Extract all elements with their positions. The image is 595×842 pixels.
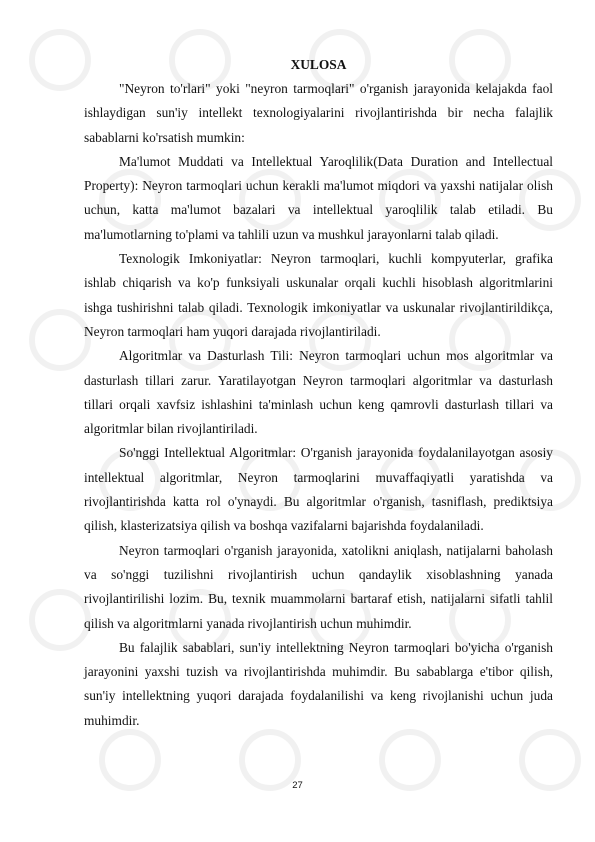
- paragraph-intro: "Neyron to'rlari" yoki "neyron tarmoqlari" o'rganish jarayonida kelajakda faol ishlaydigan sun'iy intellekt texnologiyalarini rivojlantirishda bir necha falajlik sabablarni ko'rsatish mumkin:: [84, 81, 553, 145]
- document-title: XULOSA: [290, 57, 347, 72]
- document-body: [84, 55, 553, 733]
- paragraph-technological-capabilities: Texnologik Imkoniyatlar: Neyron tarmoqlari, kuchli kompyuterlar, grafika ishlab chiqarish va ko'p funksiyali uskunalar orqali kuchli hisoblash algoritmlarini ishga tushirishni talab qiladi. Texnologik imkoniyatlar va uskunalar rivojlantirildikça, Neyron tarmoqlari ham yuqori darajada rivojlantiriladi.: [84, 251, 553, 339]
- paragraph-conclusion: Bu falajlik sabablari, sun'iy intellektning Neyron tarmoqlari bo'yicha o'rganish jarayonini yaxshi tuzish va rivojlantirishda muhimdir. Bu sabablarga e'tibor qilish, sun'iy intellektning yuqori darajada foydalanilishi va keng rivojlanishi uchun juda muhimdir.: [84, 639, 553, 728]
- paragraph-algorithms-programming: Algoritmlar va Dasturlash Tili: Neyron tarmoqlari uchun mos algoritmlar va dasturlash tillari zarur. Yaratilayotgan Neyron tarmoqlari algoritmlar va dasturlash tillari orqali xavfsiz ishlashini ta'minlash uchun keng qamrovli dasturlash tillari va algoritmlar bilan rivojlantiriladi.: [84, 348, 553, 437]
- paragraph-data-duration: Ma'lumot Muddati va Intellektual Yaroqlilik(Data Duration and Intellectual Property): Neyron tarmoqlari uchun kerakli ma'lumot miqdori va yaxshi natijalar olish uchun, katta ma'lumot bazalari va intellektual yaroqlilik talab etiladi. Bu ma'lumotlarning to'plami va tahlili uzun va mushkul jarayonlarni talab qiladi.: [84, 153, 553, 242]
- page-number: 27: [292, 780, 303, 791]
- paragraph-error-detection: Neyron tarmoqlari o'rganish jarayonida, xatolikni aniqlash, natijalarni baholash va so'nggi tuzilishni rivojlantirish uchun qandaylik xisoblashning yanada rivojlantirilishi lozim. Bu, texnik muammolarni bartaraf etish, natijalarni sifatli tahlil qilish va algoritmlarni yanada rivojlantirish uchun muhimdir.: [84, 542, 553, 631]
- paragraph-latest-algorithms: So'nggi Intellektual Algoritmlar: O'rganish jarayonida foydalanilayotgan asosiy intellektual algoritmlar, Neyron tarmoqlarini muvaffaqiyatli yaratishda va rivojlantirishda katta rol o'ynaydi. Bu algoritmlar o'rganish, tasniflash, prediktsiya qilish, klasterizatsiya qilish va boshqa vazifalarni bajarishda foydalaniladi.: [84, 445, 553, 534]
